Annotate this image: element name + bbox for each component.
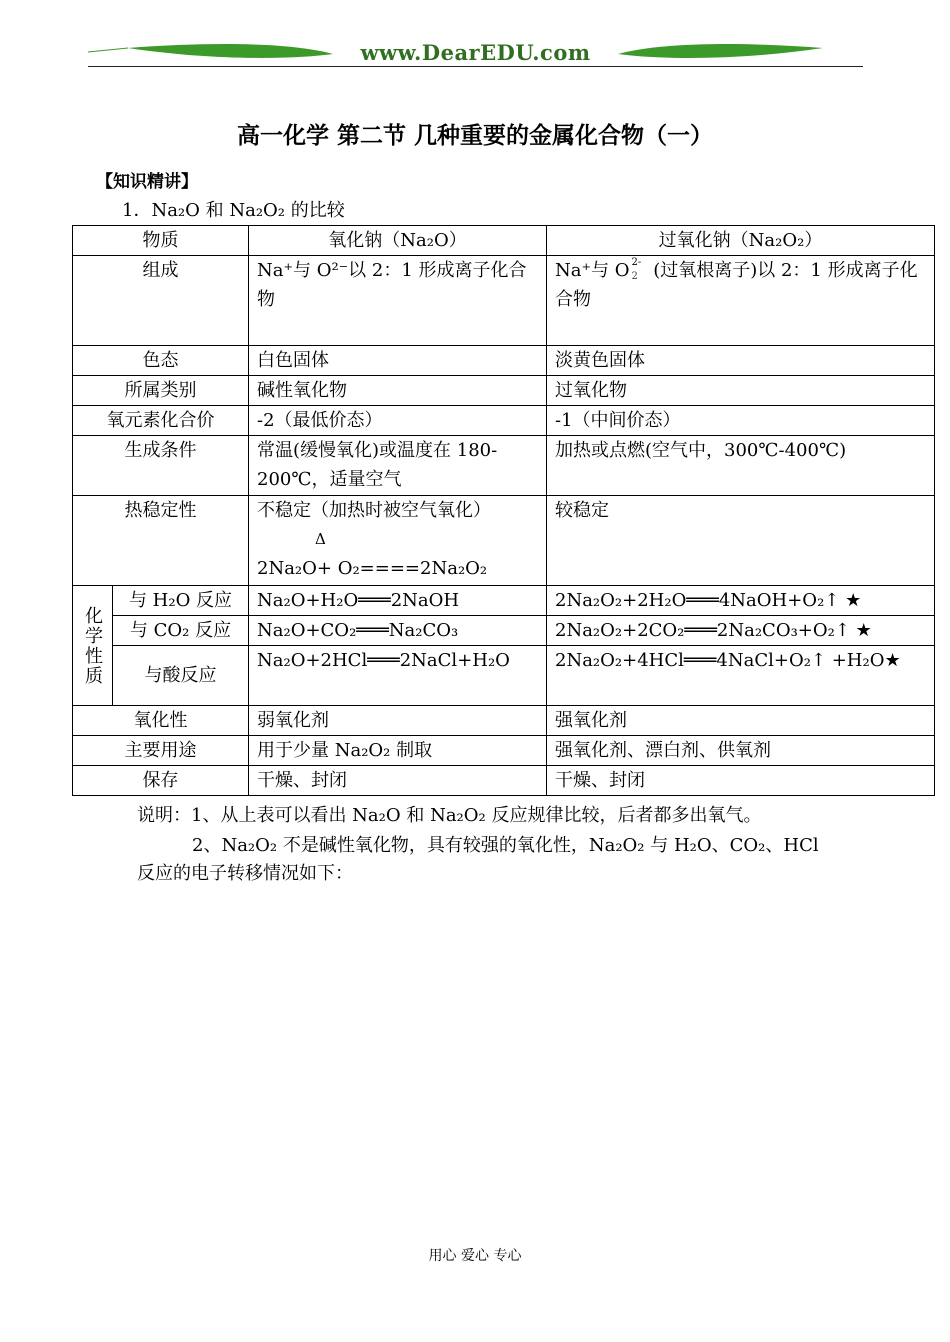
row-label: 组成 <box>73 256 249 346</box>
row-label: 保存 <box>73 766 249 796</box>
cell-na2o: 用于少量 Na₂O₂ 制取 <box>249 736 547 766</box>
cell-na2o2: -1（中间价态） <box>547 406 935 436</box>
table-row <box>73 646 935 706</box>
cell-na2o: Na⁺与 O²⁻以 2：1 形成离子化合物 <box>249 256 547 346</box>
note-line-3: 反应的电子转移情况如下： <box>137 863 353 884</box>
header-na2o2: 过氧化钠（Na₂O₂） <box>547 226 935 256</box>
cell-na2o: Na₂O+H₂O═══2NaOH <box>249 586 547 616</box>
peroxide-ion-notation: 2- 2 <box>631 257 642 282</box>
row-label: 热稳定性 <box>73 496 249 586</box>
cell-text: (过氧根离子)以 2：1 形成离子化合物 <box>555 260 918 310</box>
table-header-row <box>73 226 935 256</box>
cell-na2o: 干燥、封闭 <box>249 766 547 796</box>
header-na2o: 氧化钠（Na₂O） <box>249 226 547 256</box>
row-label: 氧元素化合价 <box>73 406 249 436</box>
table-row <box>73 406 935 436</box>
header-rule <box>88 66 863 67</box>
site-name: www.DearEDU.com <box>360 40 591 65</box>
row-label: 氧化性 <box>73 706 249 736</box>
cell-na2o2: 较稳定 <box>547 496 935 586</box>
note-line-2: 2、Na₂O₂ 不是碱性氧化物，具有较强的氧化性，Na₂O₂ 与 H₂O、CO₂、HCl <box>192 835 819 856</box>
table-row <box>73 256 935 346</box>
cell-na2o2 <box>547 256 935 346</box>
table-row <box>73 706 935 736</box>
comparison-table <box>72 225 935 796</box>
note-line-1: 说明：1、从上表可以看出 Na₂O 和 Na₂O₂ 反应规律比较，后者都多出氧气。 <box>137 805 762 826</box>
cell-na2o2: 2Na₂O₂+4HCl═══4NaCl+O₂↑ +H₂O★ <box>547 646 935 706</box>
table-row <box>73 376 935 406</box>
site-banner <box>88 38 863 68</box>
cell-na2o2: 干燥、封闭 <box>547 766 935 796</box>
cell-na2o2: 2Na₂O₂+2H₂O═══4NaOH+O₂↑ ★ <box>547 586 935 616</box>
cell-na2o: 弱氧化剂 <box>249 706 547 736</box>
cell-na2o2: 淡黄色固体 <box>547 346 935 376</box>
cell-na2o: 碱性氧化物 <box>249 376 547 406</box>
cell-text: 不稳定（加热时被空气氧化） <box>257 500 491 521</box>
row-label: 主要用途 <box>73 736 249 766</box>
row-label: 与 H₂O 反应 <box>113 586 249 616</box>
table-row <box>73 496 935 586</box>
cell-text: Na⁺与 O <box>555 260 630 281</box>
cell-na2o <box>249 496 547 586</box>
header-substance: 物质 <box>73 226 249 256</box>
equation: 2Na₂O+ O₂====2Na₂O₂ <box>257 558 488 579</box>
cell-na2o2: 2Na₂O₂+2CO₂═══2Na₂CO₃+O₂↑ ★ <box>547 616 935 646</box>
cell-na2o2: 加热或点燃(空气中，300℃-400℃) <box>547 436 935 496</box>
chem-properties-group-label: 化学性质 <box>73 586 113 706</box>
cell-na2o: Na₂O+CO₂═══Na₂CO₃ <box>249 616 547 646</box>
cell-na2o2: 过氧化物 <box>547 376 935 406</box>
table-row <box>73 736 935 766</box>
cell-na2o2: 强氧化剂 <box>547 706 935 736</box>
cell-na2o: 常温(缓慢氧化)或温度在 180-200℃，适量空气 <box>249 436 547 496</box>
table-row <box>73 616 935 646</box>
row-label: 色态 <box>73 346 249 376</box>
row-label: 所属类别 <box>73 376 249 406</box>
row-label: 生成条件 <box>73 436 249 496</box>
page-footer: 用心 爱心 专心 <box>428 1248 522 1264</box>
table-row <box>73 346 935 376</box>
table-row <box>73 586 935 616</box>
heat-symbol: Δ <box>315 530 326 548</box>
cell-na2o: -2（最低价态） <box>249 406 547 436</box>
cell-na2o2: 强氧化剂、漂白剂、供氧剂 <box>547 736 935 766</box>
cell-na2o: 白色固体 <box>249 346 547 376</box>
row-label: 与 CO₂ 反应 <box>113 616 249 646</box>
cell-na2o: Na₂O+2HCl═══2NaCl+H₂O <box>249 646 547 706</box>
page-title: 高一化学 第二节 几种重要的金属化合物（一） <box>236 122 713 149</box>
row-label: 与酸反应 <box>113 646 249 706</box>
section-label: 【知识精讲】 <box>96 172 198 192</box>
table-row <box>73 766 935 796</box>
subheading: 1．Na₂O 和 Na₂O₂ 的比较 <box>122 200 345 221</box>
table-row <box>73 436 935 496</box>
